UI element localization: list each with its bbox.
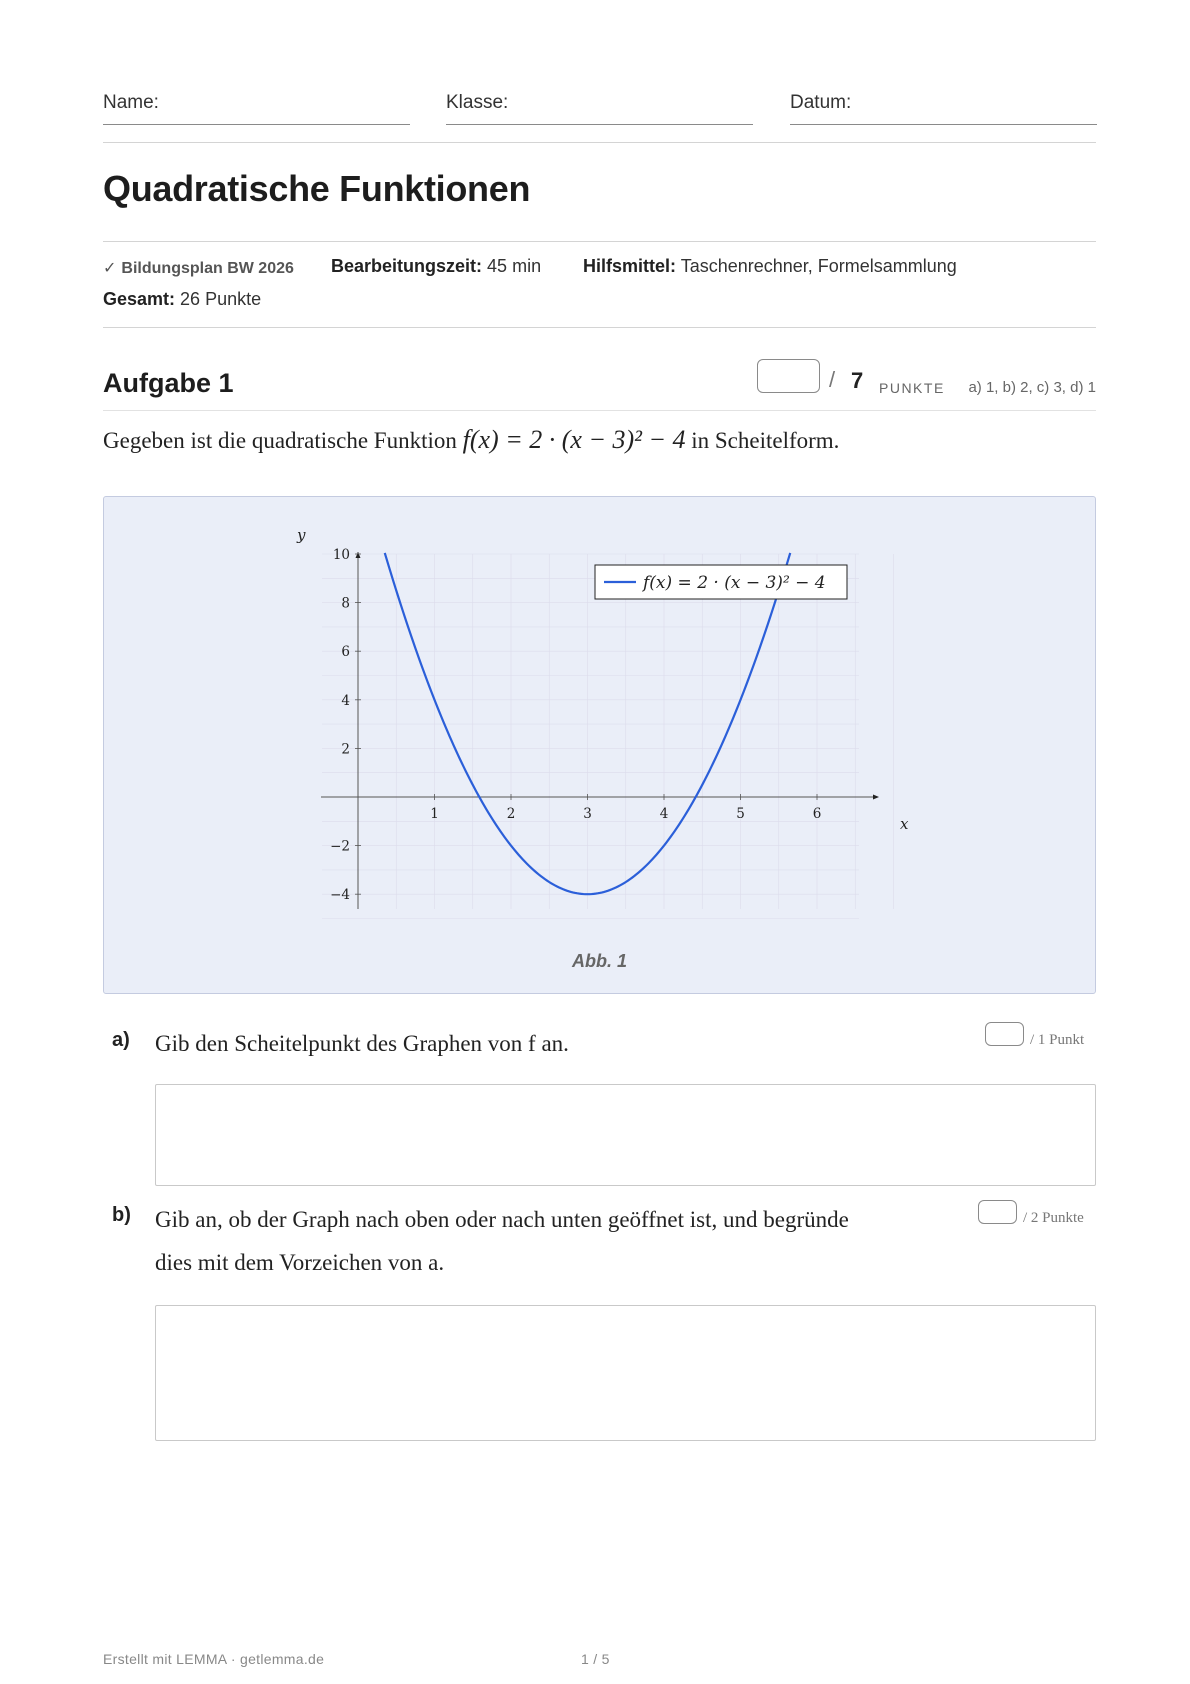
name-field[interactable] bbox=[103, 88, 410, 125]
divider bbox=[103, 241, 1096, 242]
time-label: Bearbeitungszeit: bbox=[331, 256, 483, 276]
curriculum-info bbox=[103, 257, 294, 278]
aids-value: Taschenrechner, Formelsammlung bbox=[680, 256, 957, 276]
figure-caption: Abb. 1 bbox=[571, 951, 627, 971]
divider bbox=[103, 142, 1096, 143]
footer-credit: Erstellt mit LEMMA · getlemma.de bbox=[103, 1651, 325, 1667]
check-icon: ✓ bbox=[103, 260, 117, 277]
y-axis-label: y bbox=[297, 526, 306, 544]
points-word: PUNKTE bbox=[879, 380, 945, 396]
subtask-a-points: / 1 Punkt bbox=[1030, 1032, 1085, 1048]
subtask-b-text-line2: dies mit dem Vorzeichen von a. bbox=[155, 1250, 445, 1275]
subtask-b-answer-box[interactable] bbox=[155, 1305, 1096, 1441]
total-label: Gesamt: bbox=[103, 289, 176, 309]
date-field[interactable] bbox=[790, 88, 1097, 125]
class-label: Klasse: bbox=[446, 92, 509, 113]
function-graph bbox=[104, 497, 1095, 993]
chart-legend bbox=[595, 565, 847, 599]
subtask-a-answer-box[interactable] bbox=[155, 1084, 1096, 1186]
legend-label: f(x) = 2 · (x − 3)² − 4 bbox=[643, 573, 826, 593]
subtask-a-label: a) bbox=[112, 1029, 130, 1051]
divider bbox=[103, 327, 1096, 328]
points-total: 7 bbox=[851, 368, 864, 393]
y-tick-label: 8 bbox=[341, 595, 350, 612]
subtask-b-label: b) bbox=[112, 1204, 131, 1226]
subtask-b-points: / 2 Punkte bbox=[1023, 1210, 1084, 1226]
y-axis-arrow bbox=[356, 552, 361, 558]
function-formula: f(x) = 2 · (x − 3)² − 4 bbox=[462, 425, 686, 454]
subtask-a-score-input[interactable] bbox=[985, 1022, 1024, 1046]
x-axis-arrow bbox=[873, 795, 879, 800]
y-tick-label: −4 bbox=[330, 887, 350, 904]
divider bbox=[103, 410, 1096, 411]
y-tick-label: 6 bbox=[341, 644, 350, 661]
aids-info bbox=[583, 256, 957, 277]
subtask-a-text: Gib den Scheitelpunkt des Graphen von f an. bbox=[155, 1031, 569, 1056]
x-tick-label: 2 bbox=[506, 806, 516, 822]
page-title: Quadratische Funktionen bbox=[103, 168, 531, 209]
subtask-b-text-line1: Gib an, ob der Graph nach oben oder nach unten geöffnet ist, und begründe bbox=[155, 1207, 849, 1232]
x-axis-label: x bbox=[900, 815, 909, 833]
time-value: 45 min bbox=[487, 256, 542, 276]
y-tick-label: 4 bbox=[341, 692, 350, 709]
date-label: Datum: bbox=[790, 92, 852, 113]
total-value: 26 Punkte bbox=[180, 289, 262, 309]
total-info bbox=[103, 289, 261, 310]
student-info-fields bbox=[103, 88, 1096, 124]
chart-ticks bbox=[330, 547, 821, 903]
points-slash: / bbox=[829, 367, 836, 392]
x-tick-label: 3 bbox=[583, 806, 592, 822]
x-tick-label: 6 bbox=[812, 806, 822, 822]
x-tick-label: 4 bbox=[659, 806, 669, 822]
y-tick-label: 2 bbox=[341, 741, 350, 758]
intro-text-before: Gegeben ist die quadratische Funktion bbox=[103, 428, 457, 453]
time-info bbox=[331, 256, 541, 277]
curriculum-label: Bildungsplan BW 2026 bbox=[121, 260, 294, 277]
class-field[interactable] bbox=[446, 88, 753, 125]
task-title: Aufgabe 1 bbox=[103, 368, 234, 398]
page-number: 1 / 5 bbox=[581, 1651, 610, 1667]
subtask-b-score-input[interactable] bbox=[978, 1200, 1017, 1224]
x-tick-label: 1 bbox=[430, 806, 439, 822]
points-breakdown: a) 1, b) 2, c) 3, d) 1 bbox=[968, 379, 1096, 396]
task-intro bbox=[103, 425, 839, 455]
figure-panel bbox=[103, 496, 1096, 994]
chart-grid bbox=[322, 554, 894, 919]
task-score-input[interactable] bbox=[757, 359, 820, 393]
y-tick-label: −2 bbox=[330, 838, 350, 855]
name-label: Name: bbox=[103, 92, 159, 113]
x-tick-label: 5 bbox=[736, 806, 745, 822]
intro-text-after: in Scheitelform. bbox=[691, 428, 840, 453]
y-tick-label: 10 bbox=[332, 547, 350, 563]
aids-label: Hilfsmittel: bbox=[583, 256, 677, 276]
